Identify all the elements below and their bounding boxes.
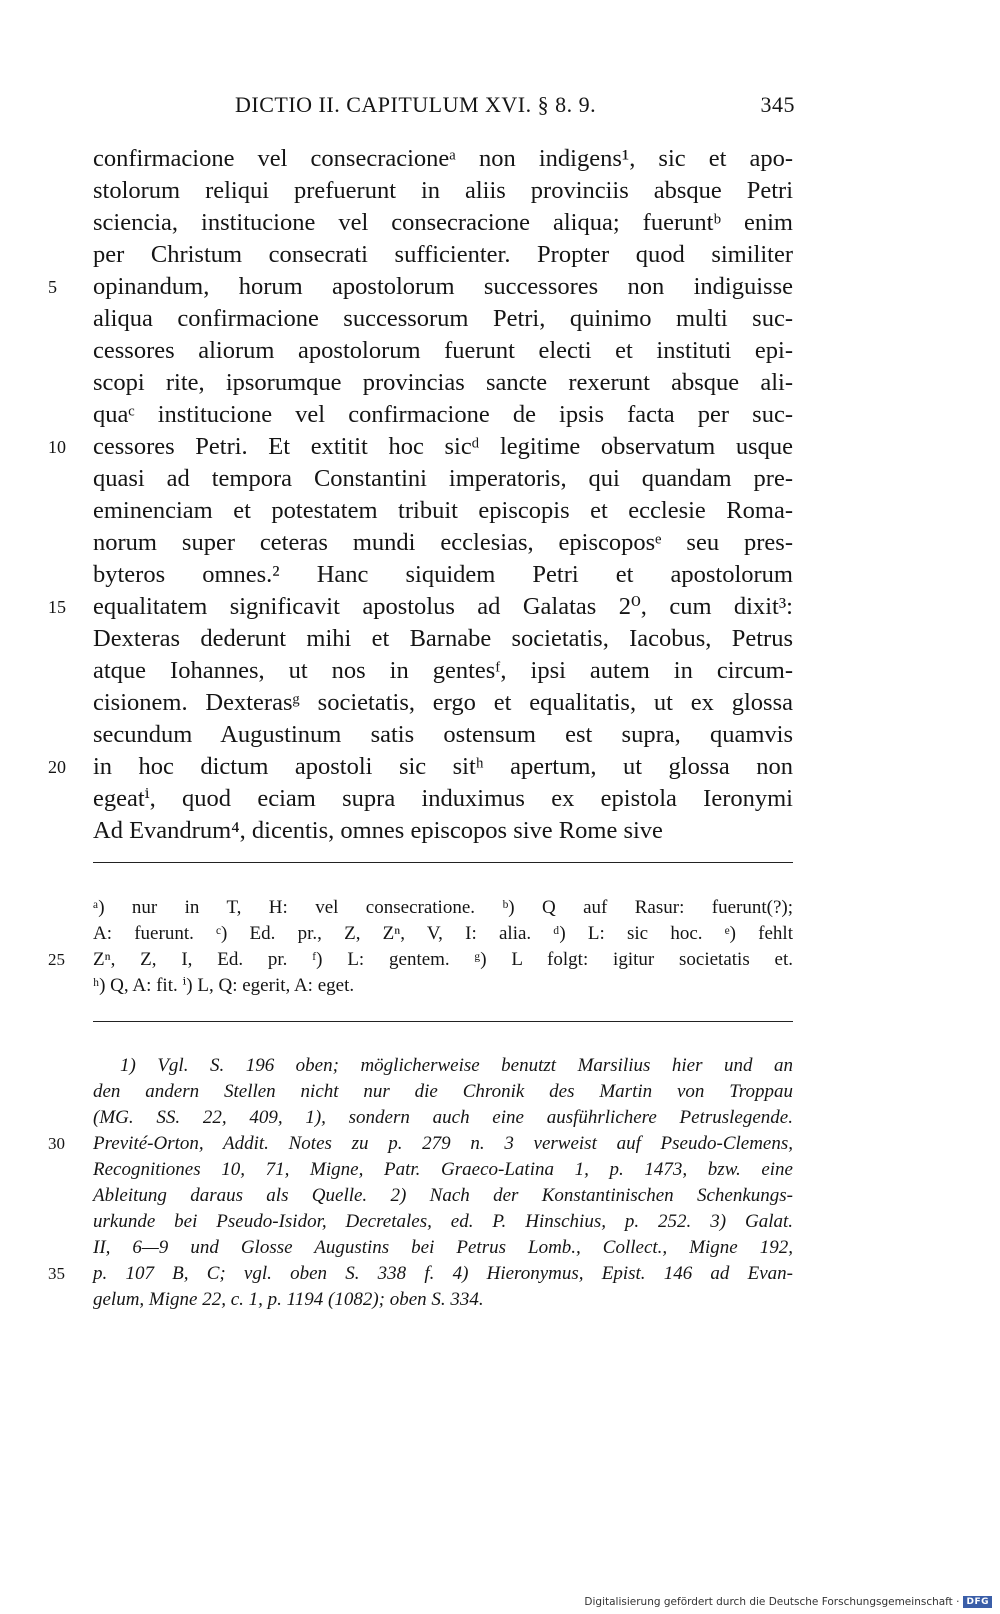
text-line: cisionem. Dexterasᵍ societatis, ergo et equalitatis, ut ex glossa <box>93 689 793 716</box>
text-line: norum super ceteras mundi ecclesias, episcoposᵉ seu pres- <box>93 529 793 556</box>
text-line: confirmacione vel consecracioneᵃ non indigens¹, sic et apo- <box>93 145 793 172</box>
text-line: quasi ad tempora Constantini imperatoris, qui quandam pre- <box>93 465 793 492</box>
digitization-credit <box>584 1596 992 1608</box>
footnote-line: Previté-Orton, Addit. Notes zu p. 279 n. 3 verweist auf Pseudo-Clemens, <box>93 1133 793 1154</box>
footnote-line: p. 107 B, C; vgl. oben S. 338 f. 4) Hieronymus, Epist. 146 ad Evan- <box>93 1263 793 1284</box>
text-line: egeatⁱ, quod eciam supra induximus ex epistola Ieronymi <box>93 785 793 812</box>
text-line: cessores aliorum apostolorum fuerunt electi et instituti epi- <box>93 337 793 364</box>
line-number: 15 <box>48 597 66 617</box>
footnote-line: urkunde bei Pseudo-Isidor, Decretales, ed. P. Hinschius, p. 252. 3) Galat. <box>93 1211 793 1232</box>
text-line: sciencia, institucione vel consecracione aliqua; fueruntᵇ enim <box>93 209 793 236</box>
dfg-logo: DFG <box>963 1596 992 1608</box>
apparatus-line: ᵃ) nur in T, H: vel consecratione. ᵇ) Q auf Rasur: fuerunt(?); <box>93 897 793 918</box>
text-line: quaᶜ institucione vel confirmacione de ipsis facta per suc- <box>93 401 793 428</box>
footnote-line: (MG. SS. 22, 409, 1), sondern auch eine ausführlichere Petruslegende. <box>93 1107 793 1128</box>
line-number: 20 <box>48 757 66 777</box>
text-line: scopi rite, ipsorumque provincias sancte rexerunt absque ali- <box>93 369 793 396</box>
text-line: Dexteras dederunt mihi et Barnabe societatis, Iacobus, Petrus <box>93 625 793 652</box>
line-number: 30 <box>48 1134 65 1153</box>
page-number: 345 <box>760 92 795 117</box>
line-number: 10 <box>48 437 66 457</box>
text-line: aliqua confirmacione successorum Petri, quinimo multi suc- <box>93 305 793 332</box>
apparatus-line: ʰ) Q, A: fit. ⁱ) L, Q: egerit, A: eget. <box>93 975 355 996</box>
text-line: equalitatem significavit apostolus ad Galatas 2⁰, cum dixit³: <box>93 593 793 620</box>
footnote-line: II, 6—9 und Glosse Augustins bei Petrus Lomb., Collect., Migne 192, <box>93 1237 793 1258</box>
line-number: 25 <box>48 950 65 969</box>
line-number: 5 <box>48 277 57 297</box>
footnote-line: Ableitung daraus als Quelle. 2) Nach der Konstantinischen Schenkungs- <box>93 1185 793 1206</box>
text-line: atque Iohannes, ut nos in gentesᶠ, ipsi autem in circum- <box>93 657 793 684</box>
text-line: per Christum consecrati sufficienter. Propter quod similiter <box>93 241 793 268</box>
text-line: eminenciam et potestatem tribuit episcopis et ecclesie Roma- <box>93 497 793 524</box>
footnote-divider <box>93 1021 793 1022</box>
apparatus-line: Zⁿ, Z, I, Ed. pr. ᶠ) L: gentem. ᵍ) L folgt: igitur societatis et. <box>93 949 793 970</box>
credit-text: Digitalisierung gefördert durch die Deutsche Forschungsgemeinschaft · <box>584 1596 960 1608</box>
text-line: Ad Evandrum⁴, dicentis, omnes episcopos sive Rome sive <box>93 817 663 844</box>
text-line: in hoc dictum apostoli sic sitʰ apertum, ut glossa non <box>93 753 793 780</box>
footnote-line: 1) Vgl. S. 196 oben; möglicherweise benutzt Marsilius hier und an <box>120 1055 793 1076</box>
footnote-line: gelum, Migne 22, c. 1, p. 1194 (1082); oben S. 334. <box>93 1289 484 1310</box>
text-line: opinandum, horum apostolorum successores non indiguisse <box>93 273 793 300</box>
footnote-line: den andern Stellen nicht nur die Chronik des Martin von Troppau <box>93 1081 793 1102</box>
line-number: 35 <box>48 1264 65 1283</box>
text-line: stolorum reliqui prefuerunt in aliis provinciis absque Petri <box>93 177 793 204</box>
running-title: DICTIO II. CAPITULUM XVI. § 8. 9. <box>235 92 597 117</box>
apparatus-divider <box>93 862 793 863</box>
text-line: secundum Augustinum satis ostensum est supra, quamvis <box>93 721 793 748</box>
text-line: byteros omnes.² Hanc siquidem Petri et apostolorum <box>93 561 793 588</box>
page-header <box>235 92 795 118</box>
apparatus-line: A: fuerunt. ᶜ) Ed. pr., Z, Zⁿ, V, I: alia. ᵈ) L: sic hoc. ᵉ) fehlt <box>93 923 793 944</box>
text-line: cessores Petri. Et extitit hoc sicᵈ legitime observatum usque <box>93 433 793 460</box>
footnote-line: Recognitiones 10, 71, Migne, Patr. Graeco-Latina 1, p. 1473, bzw. eine <box>93 1159 793 1180</box>
